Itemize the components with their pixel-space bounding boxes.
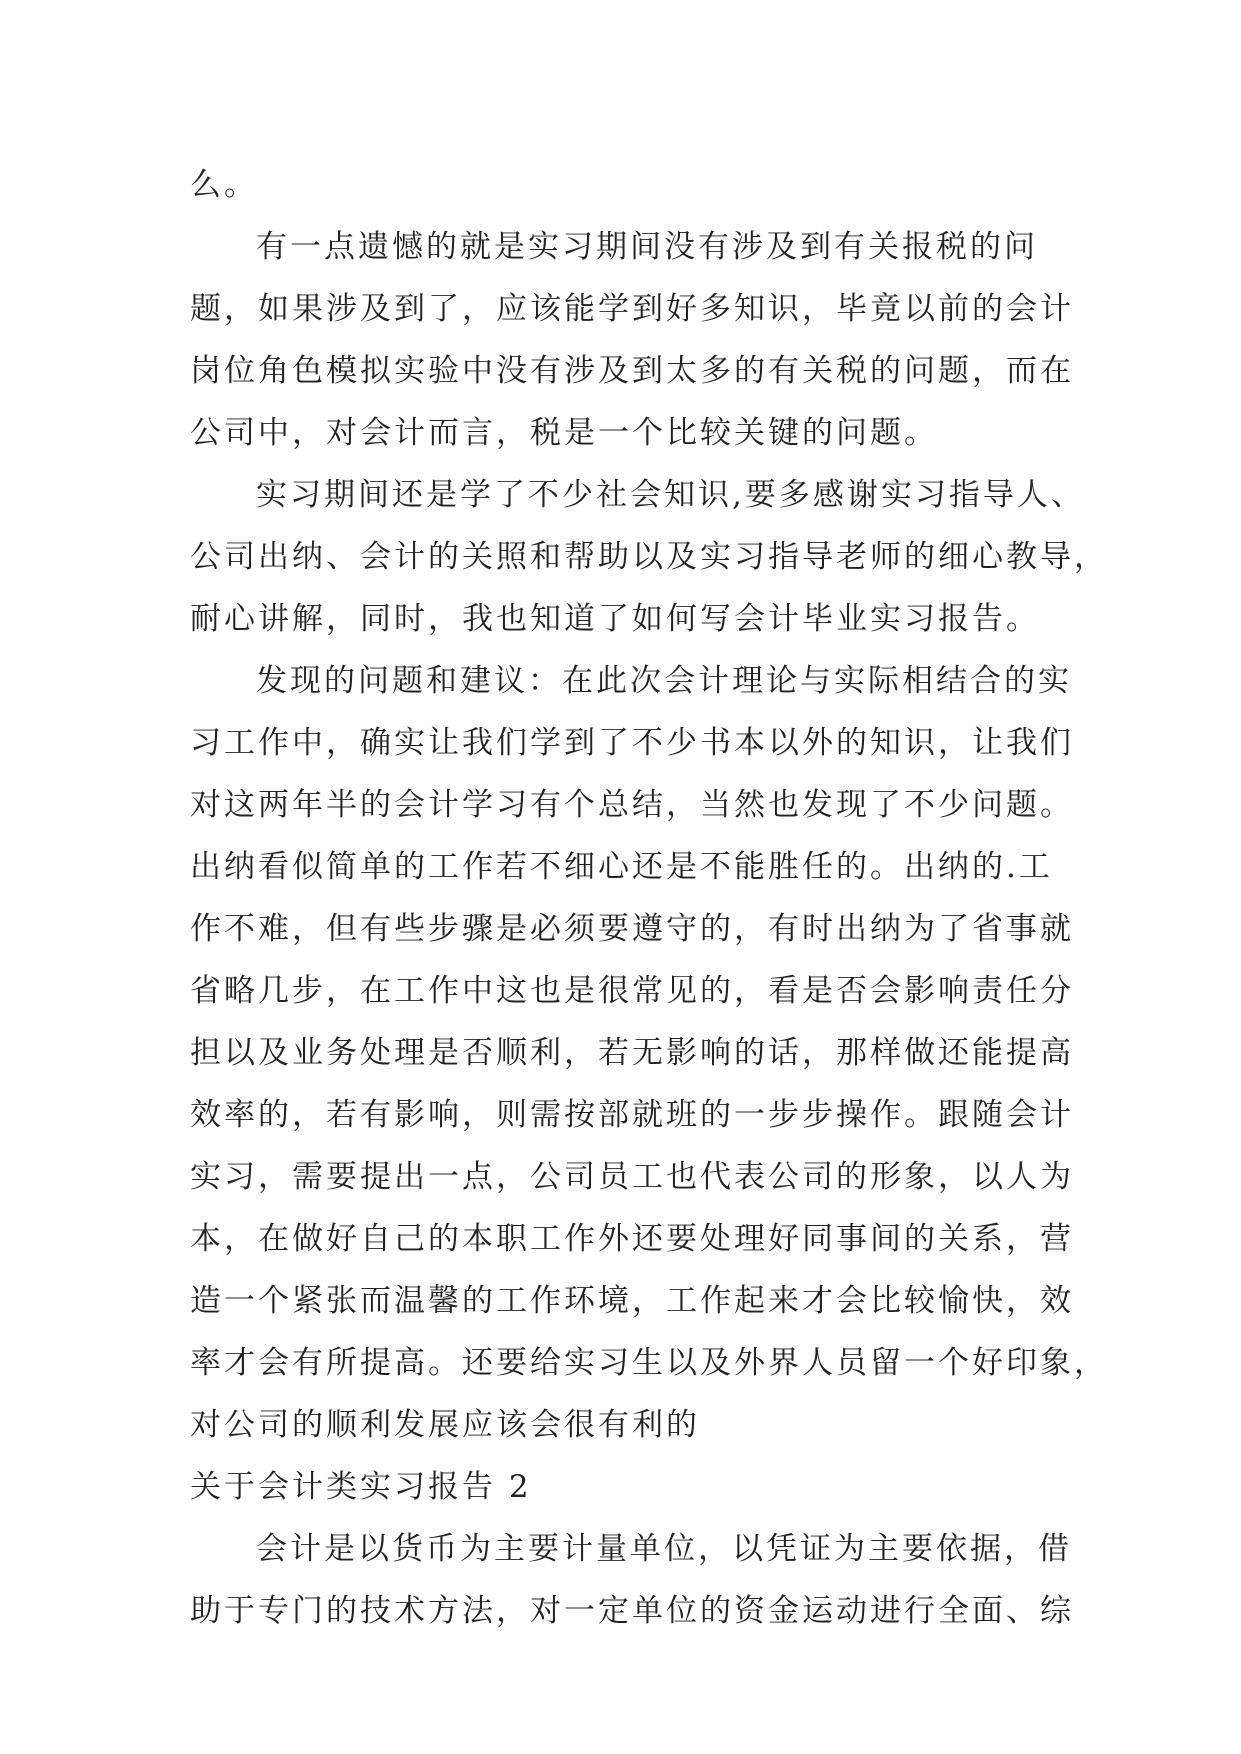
text-line: 助于专门的技术方法，对一定单位的资金运动进行全面、综: [190, 1593, 1074, 1629]
text-line: 公司中，对会计而言，税是一个比较关键的问题。: [190, 415, 938, 451]
text-line: 率才会有所提高。还要给实习生以及外界人员留一个好印象，: [190, 1345, 1108, 1381]
section-heading: 关于会计类实习报告 2: [190, 1469, 532, 1505]
text-line: 公司出纳、会计的关照和帮助以及实习指导老师的细心教导，: [190, 539, 1108, 575]
paragraph-first-line: 发现的问题和建议：在此次会计理论与实际相结合的实: [256, 663, 1072, 699]
paragraph-first-line: 有一点遗憾的就是实习期间没有涉及到有关报税的问: [256, 229, 1038, 265]
paragraph-first-line: 会计是以货币为主要计量单位，以凭证为主要依据，借: [256, 1531, 1072, 1567]
paragraph-first-line: 实习期间还是学了不少社会知识,要多感谢实习指导人、: [256, 477, 1085, 513]
text-line: 题，如果涉及到了，应该能学到好多知识，毕竟以前的会计: [190, 291, 1074, 327]
text-line: 么。: [190, 167, 258, 203]
text-line: 习工作中，确实让我们学到了不少书本以外的知识，让我们: [190, 725, 1074, 761]
text-line: 耐心讲解，同时，我也知道了如何写会计毕业实习报告。: [190, 601, 1040, 637]
text-line: 本，在做好自己的本职工作外还要处理好同事间的关系，营: [190, 1221, 1074, 1257]
text-line: 出纳看似简单的工作若不细心还是不能胜任的。出纳的.工: [190, 849, 1053, 885]
text-line: 对这两年半的会计学习有个总结，当然也发现了不少问题。: [190, 787, 1074, 823]
text-line: 效率的，若有影响，则需按部就班的一步步操作。跟随会计: [190, 1097, 1074, 1133]
text-line: 作不难，但有些步骤是必须要遵守的，有时出纳为了省事就: [190, 911, 1074, 947]
text-line: 担以及业务处理是否顺利，若无影响的话，那样做还能提高: [190, 1035, 1074, 1071]
text-line: 实习，需要提出一点，公司员工也代表公司的形象，以人为: [190, 1159, 1074, 1195]
document-body: [190, 154, 1108, 1642]
text-line: 岗位角色模拟实验中没有涉及到太多的有关税的问题，而在: [190, 353, 1074, 389]
text-line: 造一个紧张而温馨的工作环境，工作起来才会比较愉快，效: [190, 1283, 1074, 1319]
text-line: 对公司的顺利发展应该会很有利的: [190, 1407, 700, 1443]
text-line: 省略几步，在工作中这也是很常见的，看是否会影响责任分: [190, 973, 1074, 1009]
